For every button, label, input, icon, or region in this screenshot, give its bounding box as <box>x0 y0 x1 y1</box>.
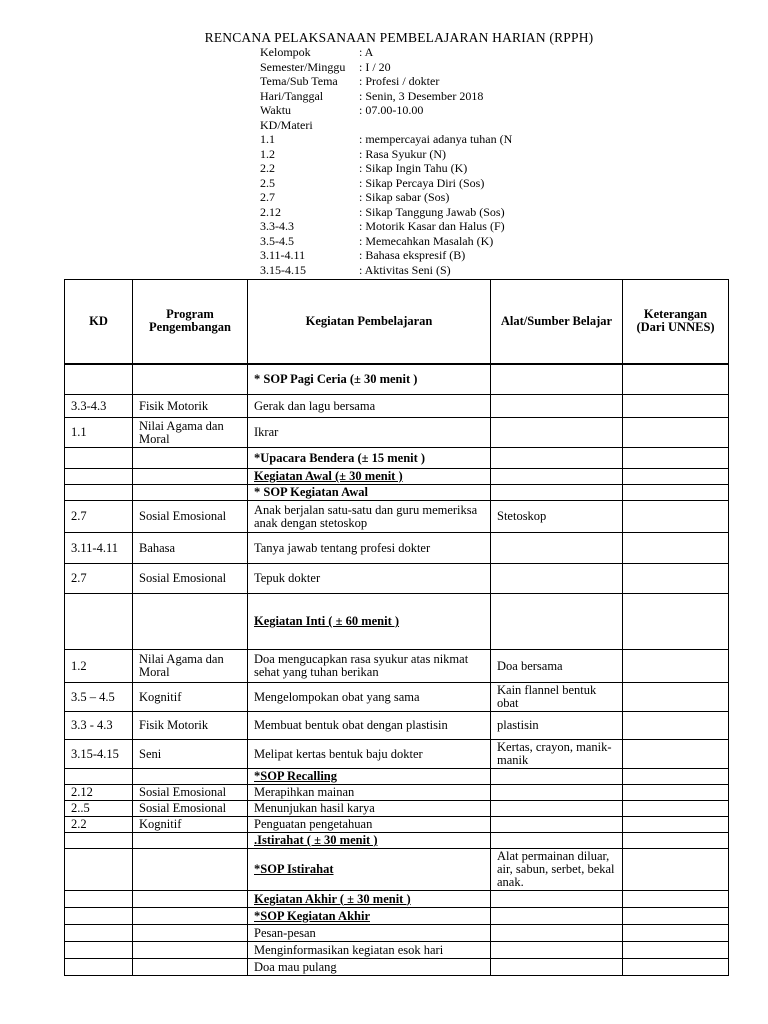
meta-row <box>260 234 512 249</box>
cell-kd: 3.3-4.3 <box>65 395 133 418</box>
table-row <box>65 849 729 891</box>
meta-key: 1.2 <box>260 146 275 161</box>
cell-program: Fisik Motorik <box>133 395 248 418</box>
cell-kd <box>65 959 133 976</box>
meta-value: : Aktivitas Seni (S) <box>359 262 451 277</box>
meta-row <box>260 190 512 205</box>
header-kegiatan: Kegiatan Pembelajaran <box>248 280 491 364</box>
cell-kd <box>65 469 133 485</box>
cell-program: Nilai Agama dan Moral <box>133 418 248 448</box>
table-row <box>65 683 729 712</box>
meta-row <box>260 219 512 234</box>
meta-row <box>260 147 512 162</box>
table-row <box>65 469 729 485</box>
table-row <box>65 501 729 533</box>
cell-kd <box>65 925 133 942</box>
cell-kegiatan: Melipat kertas bentuk baju dokter <box>248 740 491 769</box>
cell-ket <box>623 485 729 501</box>
cell-program: Bahasa <box>133 533 248 564</box>
cell-kegiatan: Membuat bentuk obat dengan plastisin <box>248 712 491 740</box>
cell-kegiatan: Doa mengucapkan rasa syukur atas nikmat sehat yang tuhan berikan <box>248 650 491 683</box>
cell-program <box>133 364 248 395</box>
table-row <box>65 833 729 849</box>
document-title: RENCANA PELAKSANAAN PEMBELAJARAN HARIAN (RPPH) <box>204 30 594 45</box>
table-row <box>65 817 729 833</box>
cell-kegiatan: Tanya jawab tentang profesi dokter <box>248 533 491 564</box>
cell-kd: 3.5 – 4.5 <box>65 683 133 712</box>
cell-kd: 3.3 - 4.3 <box>65 712 133 740</box>
cell-alat <box>491 817 623 833</box>
cell-alat: Stetoskop <box>491 501 623 533</box>
table-row <box>65 891 729 908</box>
cell-ket <box>623 785 729 801</box>
cell-kegiatan: Doa mau pulang <box>248 959 491 976</box>
meta-row <box>260 60 512 75</box>
header-keterangan: Keterangan (Dari UNNES) <box>623 280 729 364</box>
cell-kd <box>65 849 133 891</box>
cell-program <box>133 594 248 650</box>
cell-ket <box>623 469 729 485</box>
meta-key: KD/Materi <box>260 117 313 132</box>
cell-ket <box>623 364 729 395</box>
cell-alat: Alat permainan diluar, air, sabun, serbet, bekal anak. <box>491 849 623 891</box>
meta-key: 3.15-4.15 <box>260 262 306 277</box>
cell-alat <box>491 564 623 594</box>
table-row <box>65 485 729 501</box>
cell-alat <box>491 448 623 469</box>
header-program: Program Pengembangan <box>133 280 248 364</box>
cell-kd: 3.11-4.11 <box>65 533 133 564</box>
cell-alat <box>491 785 623 801</box>
cell-kegiatan: Tepuk dokter <box>248 564 491 594</box>
section-heading: .Istirahat ( ± 30 menit ) <box>248 833 491 849</box>
meta-row <box>260 263 512 278</box>
meta-key: 3.11-4.11 <box>260 248 306 262</box>
meta-row <box>260 132 512 147</box>
table-row <box>65 418 729 448</box>
meta-value: : Profesi / dokter <box>359 74 440 88</box>
cell-kegiatan: Merapihkan mainan <box>248 785 491 801</box>
cell-program <box>133 849 248 891</box>
cell-alat <box>491 395 623 418</box>
cell-kd <box>65 769 133 785</box>
section-heading: Kegiatan Inti ( ± 60 menit ) <box>248 594 491 650</box>
cell-program: Nilai Agama dan Moral <box>133 650 248 683</box>
table-row <box>65 785 729 801</box>
cell-kegiatan: Ikrar <box>248 418 491 448</box>
section-heading: * SOP Kegiatan Awal <box>248 485 491 501</box>
cell-kd: 1.1 <box>65 418 133 448</box>
cell-program: Fisik Motorik <box>133 712 248 740</box>
section-heading: * SOP Pagi Ceria (± 30 menit ) <box>248 364 491 395</box>
section-heading: Kegiatan Akhir ( ± 30 menit ) <box>248 891 491 908</box>
cell-ket <box>623 683 729 712</box>
meta-value: : Memecahkan Masalah (K) <box>359 233 494 248</box>
meta-row <box>260 118 512 133</box>
header-kd: KD <box>65 280 133 364</box>
cell-kd <box>65 891 133 908</box>
cell-ket <box>623 564 729 594</box>
cell-ket <box>623 594 729 650</box>
cell-program <box>133 769 248 785</box>
table-header-row <box>65 280 729 364</box>
table-row <box>65 801 729 817</box>
cell-program: Sosial Emosional <box>133 564 248 594</box>
meta-key: Tema/Sub Tema <box>260 74 338 88</box>
cell-kd <box>65 485 133 501</box>
table-row <box>65 594 729 650</box>
cell-program: Sosial Emosional <box>133 785 248 801</box>
cell-program <box>133 485 248 501</box>
meta-row <box>260 205 512 220</box>
meta-row <box>260 248 512 263</box>
table-row <box>65 959 729 976</box>
cell-ket <box>623 769 729 785</box>
meta-value: : Sikap sabar (Sos) <box>359 190 450 204</box>
cell-alat <box>491 942 623 959</box>
cell-alat: Kertas, crayon, manik-manik <box>491 740 623 769</box>
cell-ket <box>623 849 729 891</box>
cell-alat <box>491 364 623 395</box>
cell-alat <box>491 833 623 849</box>
table-row <box>65 908 729 925</box>
cell-alat <box>491 418 623 448</box>
rpph-table <box>64 279 729 976</box>
cell-program <box>133 448 248 469</box>
cell-alat <box>491 908 623 925</box>
section-heading: *Upacara Bendera (± 15 menit ) <box>248 448 491 469</box>
cell-ket <box>623 925 729 942</box>
cell-ket <box>623 833 729 849</box>
cell-alat <box>491 533 623 564</box>
cell-program <box>133 833 248 849</box>
cell-ket <box>623 740 729 769</box>
cell-ket <box>623 395 729 418</box>
cell-kd: 2.7 <box>65 501 133 533</box>
table-row <box>65 448 729 469</box>
meta-key: 3.3-4.3 <box>260 219 294 233</box>
meta-value: : Rasa Syukur (N) <box>359 146 446 161</box>
table-row <box>65 564 729 594</box>
cell-ket <box>623 418 729 448</box>
cell-ket <box>623 712 729 740</box>
meta-value: : Senin, 3 Desember 2018 <box>359 88 484 103</box>
cell-kd: 2.7 <box>65 564 133 594</box>
cell-kegiatan: Gerak dan lagu bersama <box>248 395 491 418</box>
meta-key: 3.5-4.5 <box>260 233 294 248</box>
cell-program <box>133 891 248 908</box>
section-heading: *SOP Istirahat <box>248 849 491 891</box>
section-heading: Kegiatan Awal (± 30 menit ) <box>248 469 491 485</box>
cell-ket <box>623 650 729 683</box>
meta-value: : Sikap Tanggung Jawab (Sos) <box>359 204 505 219</box>
cell-kd <box>65 833 133 849</box>
cell-kegiatan: Menginformasikan kegiatan esok hari <box>248 942 491 959</box>
cell-kd: 3.15-4.15 <box>65 740 133 769</box>
meta-key: Semester/Minggu <box>260 59 346 74</box>
cell-ket <box>623 908 729 925</box>
cell-kd <box>65 942 133 959</box>
meta-key: 2.12 <box>260 204 281 219</box>
cell-kegiatan: Menunjukan hasil karya <box>248 801 491 817</box>
table-row <box>65 364 729 395</box>
meta-row <box>260 89 512 104</box>
cell-kd <box>65 364 133 395</box>
cell-program <box>133 908 248 925</box>
cell-program <box>133 942 248 959</box>
cell-alat <box>491 959 623 976</box>
cell-ket <box>623 448 729 469</box>
cell-ket <box>623 959 729 976</box>
cell-program: Kognitif <box>133 683 248 712</box>
cell-alat <box>491 594 623 650</box>
table-row <box>65 740 729 769</box>
table-row <box>65 925 729 942</box>
cell-ket <box>623 891 729 908</box>
meta-key: Hari/Tanggal <box>260 88 324 103</box>
meta-value: : Sikap Percaya Diri (Sos) <box>359 175 485 190</box>
meta-row <box>260 176 512 191</box>
cell-program <box>133 925 248 942</box>
meta-value: : 07.00-10.00 <box>359 103 424 117</box>
cell-program: Sosial Emosional <box>133 801 248 817</box>
table-row <box>65 942 729 959</box>
meta-value: : mempercayai adanya tuhan (N <box>359 132 513 146</box>
meta-row <box>260 45 512 60</box>
meta-key: Kelompok <box>260 45 311 59</box>
cell-kd: 2.2 <box>65 817 133 833</box>
cell-kegiatan: Anak berjalan satu-satu dan guru memeriksa anak dengan stetoskop <box>248 501 491 533</box>
cell-alat <box>491 769 623 785</box>
meta-key: 2.7 <box>260 190 275 204</box>
cell-program: Sosial Emosional <box>133 501 248 533</box>
cell-alat <box>491 891 623 908</box>
cell-alat <box>491 469 623 485</box>
meta-info <box>260 45 512 277</box>
cell-ket <box>623 533 729 564</box>
cell-alat: Doa bersama <box>491 650 623 683</box>
meta-value: : Motorik Kasar dan Halus (F) <box>359 219 505 233</box>
table-row <box>65 395 729 418</box>
meta-value: : Bahasa ekspresif (B) <box>359 248 466 262</box>
cell-program: Kognitif <box>133 817 248 833</box>
cell-kegiatan: Penguatan pengetahuan <box>248 817 491 833</box>
table-row <box>65 650 729 683</box>
cell-program <box>133 959 248 976</box>
cell-kd: 1.2 <box>65 650 133 683</box>
cell-ket <box>623 942 729 959</box>
cell-kd <box>65 448 133 469</box>
meta-key: 2.2 <box>260 161 275 175</box>
cell-kd <box>65 594 133 650</box>
table-row <box>65 769 729 785</box>
cell-kd: 2.12 <box>65 785 133 801</box>
cell-alat: plastisin <box>491 712 623 740</box>
cell-alat: Kain flannel bentuk obat <box>491 683 623 712</box>
meta-key: 2.5 <box>260 175 275 190</box>
table-row <box>65 712 729 740</box>
cell-ket <box>623 501 729 533</box>
cell-program <box>133 469 248 485</box>
cell-kd: 2..5 <box>65 801 133 817</box>
section-heading: *SOP Recalling <box>248 769 491 785</box>
meta-row <box>260 74 512 89</box>
meta-row <box>260 103 512 118</box>
table-row <box>65 533 729 564</box>
meta-value: : I / 20 <box>359 59 391 74</box>
section-heading: *SOP Kegiatan Akhir <box>248 908 491 925</box>
cell-alat <box>491 925 623 942</box>
cell-alat <box>491 485 623 501</box>
cell-ket <box>623 801 729 817</box>
cell-kd <box>65 908 133 925</box>
cell-ket <box>623 817 729 833</box>
cell-program: Seni <box>133 740 248 769</box>
meta-row <box>260 161 512 176</box>
meta-key: Waktu <box>260 103 292 117</box>
cell-kegiatan: Pesan-pesan <box>248 925 491 942</box>
cell-kegiatan: Mengelompokan obat yang sama <box>248 683 491 712</box>
meta-value: : Sikap Ingin Tahu (K) <box>359 161 468 175</box>
meta-key: 1.1 <box>260 132 275 146</box>
header-alat: Alat/Sumber Belajar <box>491 280 623 364</box>
cell-alat <box>491 801 623 817</box>
meta-value: : A <box>359 45 374 59</box>
